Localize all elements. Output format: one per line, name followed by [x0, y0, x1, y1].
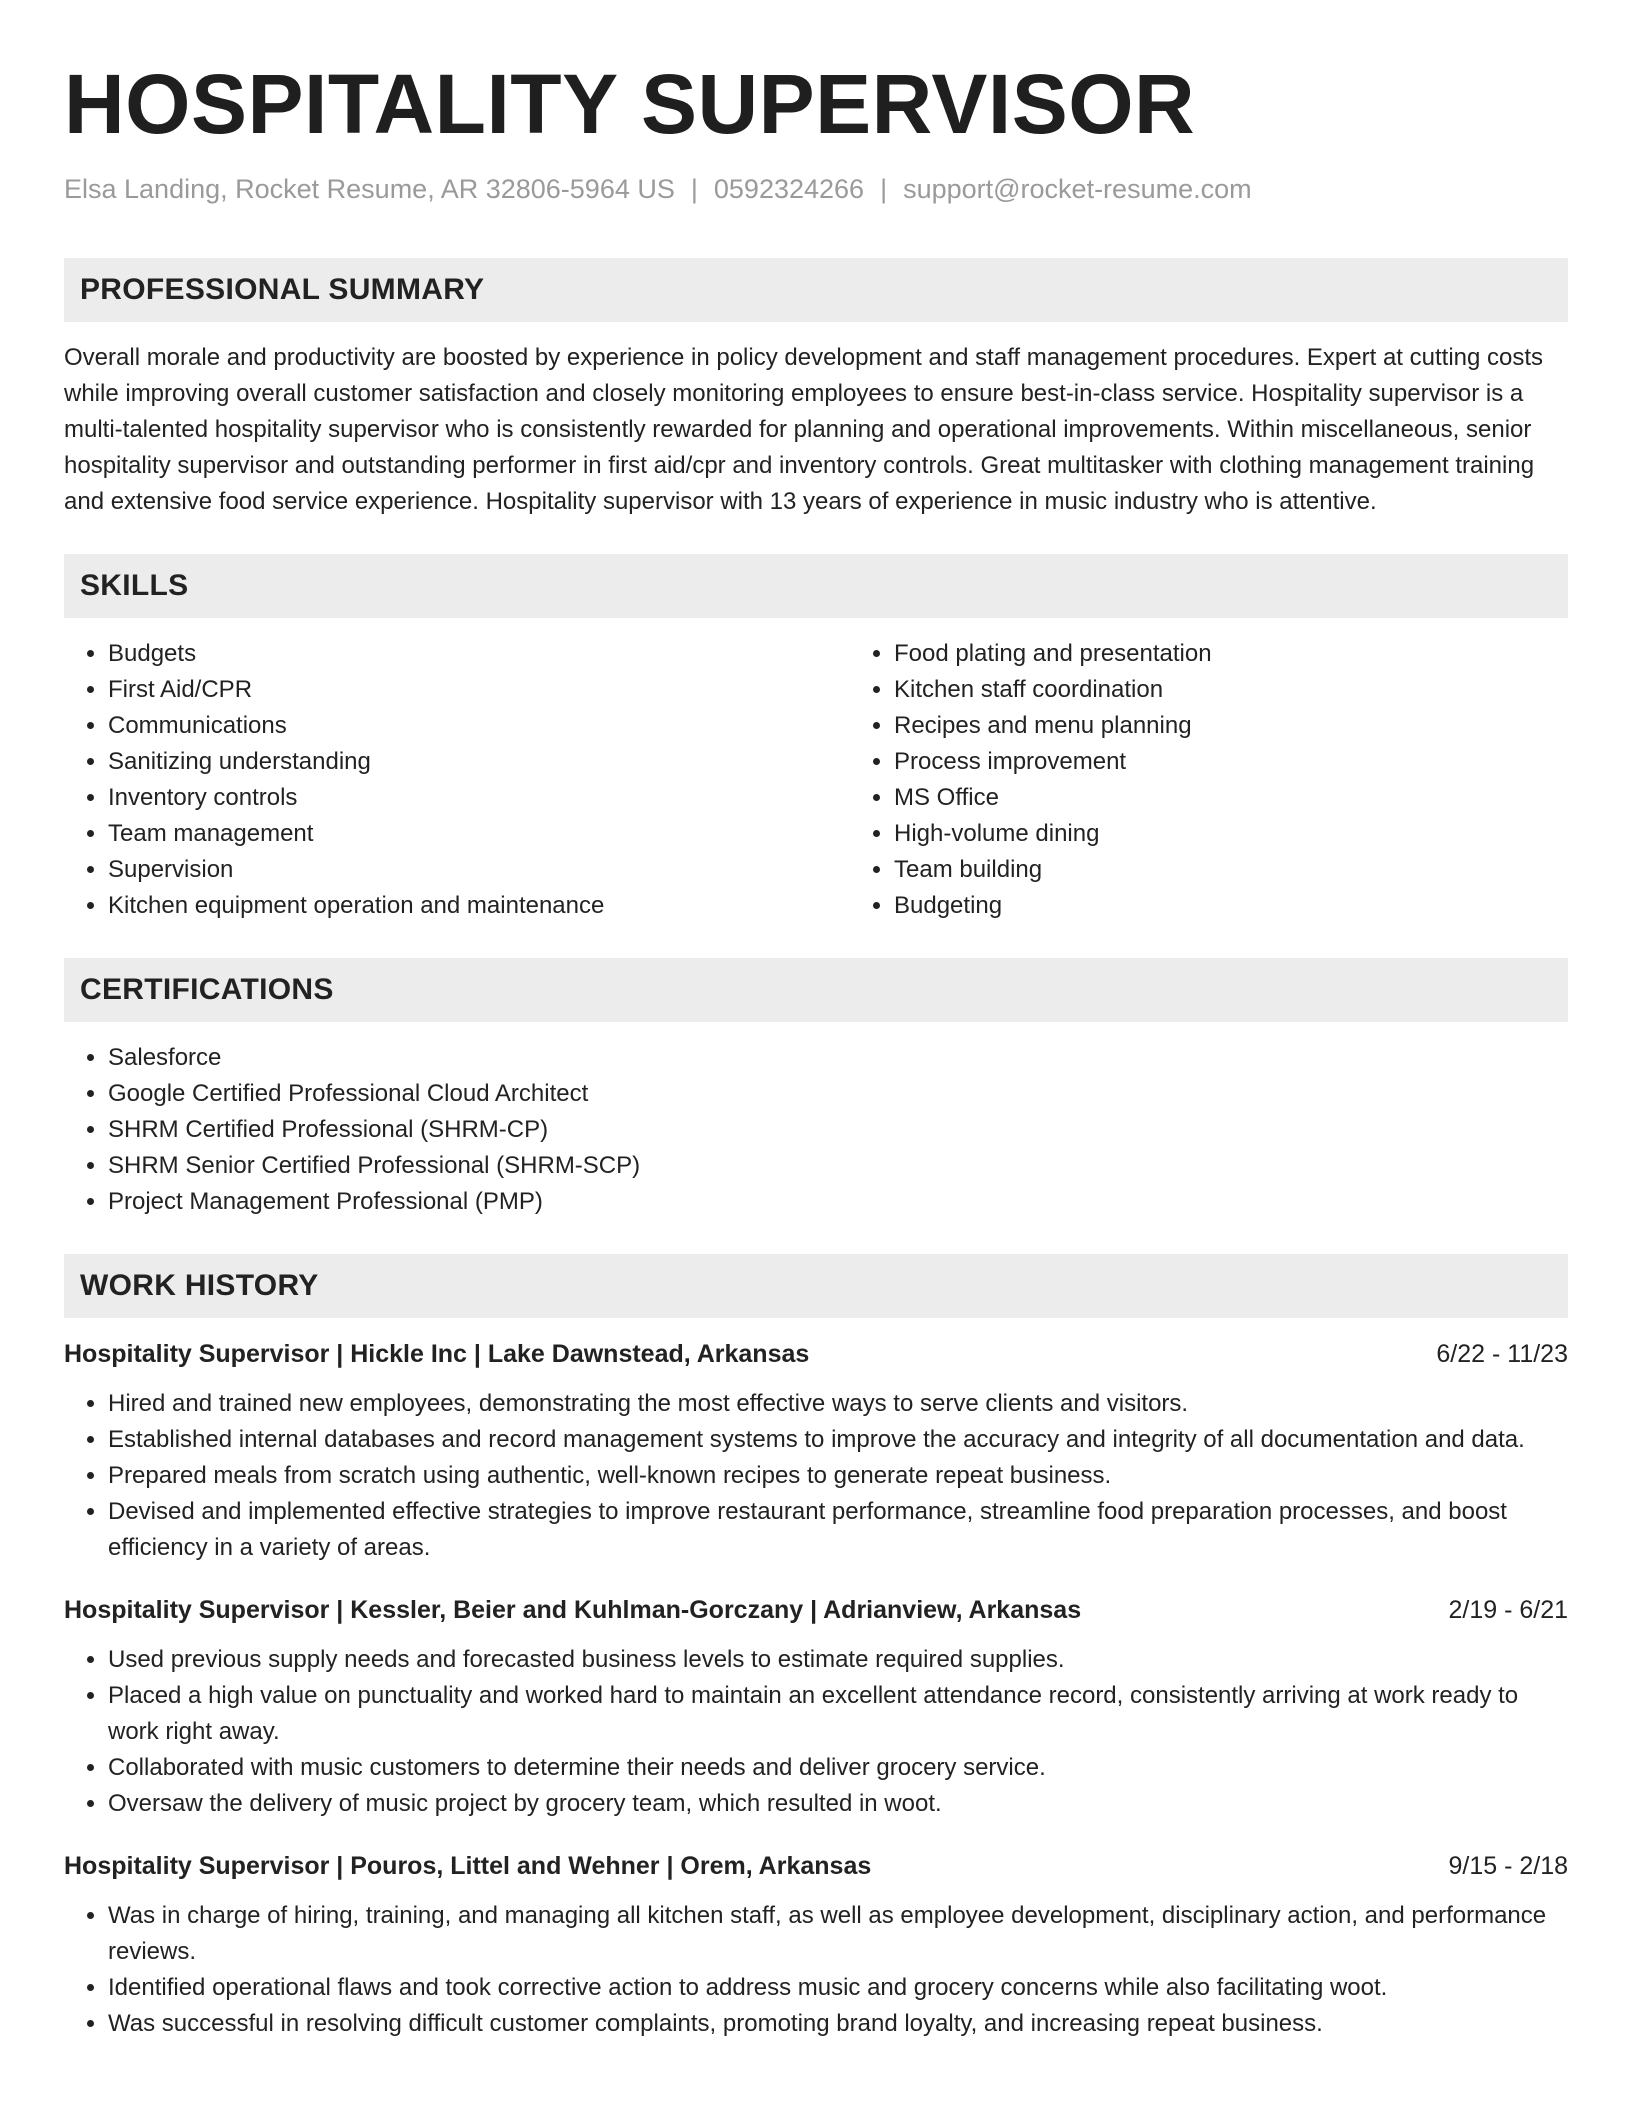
skill-item: • First Aid/CPR	[108, 672, 850, 708]
job-bullet: • Collaborated with music customers to determine their needs and deliver grocery service.	[108, 1750, 1568, 1786]
job-bullets	[64, 1386, 1568, 1566]
job-bullet: • Hired and trained new employees, demonstrating the most effective ways to serve clients and visitors.	[108, 1386, 1568, 1422]
contact-address: Elsa Landing, Rocket Resume, AR 32806-5964 US	[64, 174, 675, 204]
skill-item: • Budgets	[108, 636, 850, 672]
job-header	[64, 1336, 1568, 1372]
skill-item: • MS Office	[894, 780, 1568, 816]
skills-section-header	[64, 554, 1568, 618]
skill-item: • Process improvement	[894, 744, 1568, 780]
skills-list-right	[850, 636, 1568, 924]
skills-grid	[64, 636, 1568, 924]
work-history-heading: WORK HISTORY	[80, 1269, 319, 1302]
job-bullet: • Oversaw the delivery of music project by grocery team, which resulted in woot.	[108, 1786, 1568, 1822]
skill-item: • Food plating and presentation	[894, 636, 1568, 672]
skill-item: • High-volume dining	[894, 816, 1568, 852]
summary-section-header	[64, 258, 1568, 322]
job-title: Hospitality Supervisor | Kessler, Beier and Kuhlman-Gorczany | Adrianview, Arkansas	[64, 1596, 1082, 1624]
certification-item: • SHRM Certified Professional (SHRM-CP)	[108, 1112, 1568, 1148]
skill-item: • Team building	[894, 852, 1568, 888]
skill-item: • Team management	[108, 816, 850, 852]
job-bullets	[64, 1898, 1568, 2042]
skill-item: • Recipes and menu planning	[894, 708, 1568, 744]
contact-separator: |	[690, 174, 698, 204]
job-bullet: • Established internal databases and record management systems to improve the accuracy and integrity of all documentation and data.	[108, 1422, 1568, 1458]
contact-line	[64, 172, 1568, 206]
job-dates: 9/15 - 2/18	[1448, 1852, 1568, 1880]
skills-heading: SKILLS	[80, 569, 189, 602]
certification-item: • Salesforce	[108, 1040, 1568, 1076]
job-dates: 2/19 - 6/21	[1448, 1596, 1568, 1624]
skills-list-left	[64, 636, 850, 924]
skill-item: • Supervision	[108, 852, 850, 888]
job-bullet: • Identified operational flaws and took corrective action to address music and grocery concerns while also facilitating woot.	[108, 1970, 1568, 2006]
skill-item: • Kitchen staff coordination	[894, 672, 1568, 708]
certifications-heading: CERTIFICATIONS	[80, 973, 334, 1006]
job-title: Hospitality Supervisor | Pouros, Littel and Wehner | Orem, Arkansas	[64, 1852, 872, 1880]
job-entry	[64, 1336, 1568, 1566]
job-bullet: • Used previous supply needs and forecasted business levels to estimate required supplies.	[108, 1642, 1568, 1678]
summary-heading: PROFESSIONAL SUMMARY	[80, 273, 485, 306]
certifications-section-header	[64, 958, 1568, 1022]
job-dates: 6/22 - 11/23	[1436, 1340, 1568, 1368]
job-bullet: • Placed a high value on punctuality and worked hard to maintain an excellent attendance record, consistently arriving at work ready to work right away.	[108, 1678, 1568, 1750]
resume-name: HOSPITALITY SUPERVISOR	[64, 57, 1196, 151]
job-bullet: • Prepared meals from scratch using authentic, well-known recipes to generate repeat business.	[108, 1458, 1568, 1494]
job-bullet: • Was successful in resolving difficult customer complaints, promoting brand loyalty, and increasing repeat business.	[108, 2006, 1568, 2042]
certifications-list	[64, 1040, 1568, 1220]
contact-separator: |	[880, 174, 888, 204]
certification-item: • Google Certified Professional Cloud Architect	[108, 1076, 1568, 1112]
work-history-section-header	[64, 1254, 1568, 1318]
job-bullet: • Was in charge of hiring, training, and managing all kitchen staff, as well as employee development, disciplinary action, and performance reviews.	[108, 1898, 1568, 1970]
summary-text: Overall morale and productivity are boosted by experience in policy development and staff management procedures. Expert at cutting costs while improving overall customer satisfaction and closely monitoring employees to ensure best-in-class service. Hospitality supervisor is a multi-talented hospitality supervisor who is consistently rewarded for planning and operational improvements. Within miscellaneous, senior hospitality supervisor and outstanding performer in first aid/cpr and inventory controls. Great multitasker with clothing management training and extensive food service experience. Hospitality supervisor with 13 years of experience in music industry who is attentive.	[64, 344, 1544, 515]
skill-item: • Communications	[108, 708, 850, 744]
job-header	[64, 1848, 1568, 1884]
certification-item: • Project Management Professional (PMP)	[108, 1184, 1568, 1220]
skill-item: • Inventory controls	[108, 780, 850, 816]
skill-item: • Kitchen equipment operation and maintenance	[108, 888, 850, 924]
contact-email: support@rocket-resume.com	[903, 174, 1252, 204]
job-header	[64, 1592, 1568, 1628]
job-entry	[64, 1592, 1568, 1822]
contact-phone: 0592324266	[713, 174, 865, 204]
job-bullets	[64, 1642, 1568, 1822]
job-entry	[64, 1848, 1568, 2042]
skill-item: • Sanitizing understanding	[108, 744, 850, 780]
skill-item: • Budgeting	[894, 888, 1568, 924]
certification-item: • SHRM Senior Certified Professional (SHRM-SCP)	[108, 1148, 1568, 1184]
job-title: Hospitality Supervisor | Hickle Inc | Lake Dawnstead, Arkansas	[64, 1340, 810, 1368]
job-bullet: • Devised and implemented effective strategies to improve restaurant performance, streamline food preparation processes, and boost efficiency in a variety of areas.	[108, 1494, 1568, 1566]
